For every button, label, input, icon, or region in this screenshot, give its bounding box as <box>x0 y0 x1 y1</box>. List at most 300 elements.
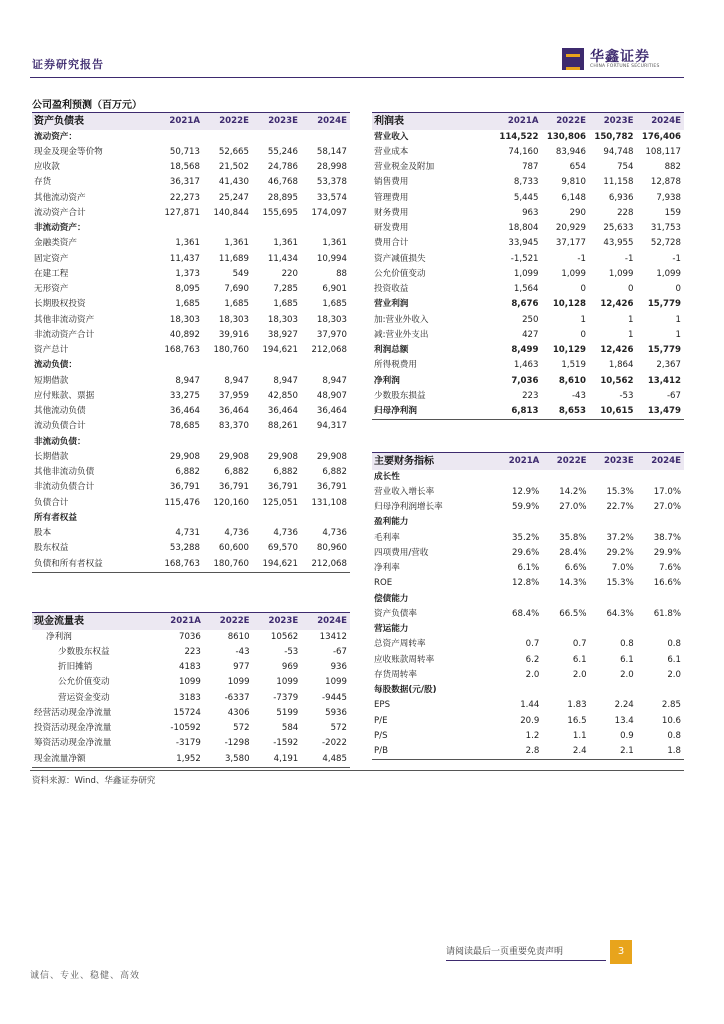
cell-value: 1,373 <box>175 268 200 279</box>
cell-value: 25,633 <box>603 223 634 234</box>
cell-value <box>494 683 542 698</box>
cell-value: 36,464 <box>316 406 347 417</box>
cell-value: 131,108 <box>311 497 347 508</box>
table-row <box>372 561 684 576</box>
table-row <box>32 465 350 480</box>
table-row <box>372 313 684 328</box>
cell-value: 8,733 <box>513 177 539 188</box>
cell-value: 37,959 <box>218 390 249 401</box>
cell-value: 1.83 <box>567 700 587 711</box>
row-label: 应收账款周转率 <box>374 654 435 665</box>
cell-value <box>637 515 684 530</box>
table-row <box>32 191 350 206</box>
cell-value: 2.0 <box>572 669 587 680</box>
cell-value: 40,892 <box>169 329 200 340</box>
year-header: 2022E <box>542 113 590 130</box>
row-label: 非流动资产合计 <box>34 329 95 340</box>
year-header: 2021A <box>494 453 542 470</box>
cell-value: 2,367 <box>656 360 681 371</box>
table-row <box>372 485 684 500</box>
cell-value: 0.8 <box>667 730 681 741</box>
cell-value: 18,303 <box>169 314 200 325</box>
cell-value: 10,562 <box>600 375 634 386</box>
cell-value: 1.44 <box>520 700 540 711</box>
cell-value: 13412 <box>319 631 347 642</box>
row-label: 资产减值损失 <box>374 253 426 264</box>
cell-value: 83,946 <box>555 146 586 157</box>
cell-value: 220 <box>281 268 298 279</box>
cell-value: 176,406 <box>641 131 681 142</box>
row-label: 短期借款 <box>34 375 69 386</box>
row-label: 固定资产 <box>34 253 69 264</box>
row-label: 其他流动资产 <box>34 192 86 203</box>
table-row <box>372 546 684 561</box>
row-label: 流动资产： <box>34 131 77 142</box>
cell-value: 1,685 <box>322 299 347 310</box>
cell-value <box>252 358 301 373</box>
cell-value: 29,908 <box>267 451 298 462</box>
cell-value: 28.4% <box>559 547 587 558</box>
cell-value: 11,434 <box>267 253 298 264</box>
cell-value: 13,479 <box>637 404 685 420</box>
row-label: 每股数据(元/股) <box>374 685 437 696</box>
table-row <box>32 752 350 768</box>
table-row <box>372 714 684 729</box>
row-label: P/S <box>374 730 388 741</box>
year-header: 2022E <box>203 113 252 130</box>
cell-value: 2.0 <box>525 669 540 680</box>
cell-value: 1,099 <box>608 268 634 279</box>
cell-value: -1 <box>624 253 634 264</box>
cell-value: 27.0% <box>653 502 681 513</box>
cell-value: 9,810 <box>561 177 586 188</box>
row-label: 负债和所有者权益 <box>32 557 154 573</box>
cell-value: 35.8% <box>559 532 587 543</box>
year-header: 2021A <box>154 613 204 630</box>
table-row <box>372 358 684 373</box>
year-header: 2021A <box>494 113 542 130</box>
cell-value: 1 <box>675 314 681 325</box>
cell-value: 127,871 <box>164 207 200 218</box>
table-row <box>32 511 350 526</box>
cell-value: 6,936 <box>608 192 634 203</box>
cell-value: 4,736 <box>322 528 347 539</box>
page-number: 3 <box>610 940 632 964</box>
table-row <box>32 145 350 160</box>
cell-value: -1592 <box>273 738 299 749</box>
cell-value: 10,615 <box>589 404 637 420</box>
table-row <box>32 130 350 145</box>
cell-value: 38,927 <box>267 329 298 340</box>
row-label: 营业税金及附加 <box>374 162 435 173</box>
cell-value: 1099 <box>325 677 347 688</box>
cell-value: 1,685 <box>224 299 249 310</box>
table-title: 主要财务指标 <box>372 453 494 470</box>
row-label: 少数股东损益 <box>374 390 426 401</box>
financial-indicators-table <box>372 452 684 760</box>
cell-value: 78,685 <box>169 421 200 432</box>
row-label: 现金及现金等价物 <box>34 146 103 157</box>
row-label: 公允价值变动 <box>58 677 110 688</box>
cell-value: 223 <box>184 646 201 657</box>
cell-value: 6,148 <box>561 192 586 203</box>
table-row <box>32 660 350 675</box>
cell-value: 290 <box>569 207 586 218</box>
table-row <box>32 236 350 251</box>
table-row <box>372 744 684 760</box>
cell-value: 6,813 <box>494 404 542 420</box>
table-title: 利润表 <box>372 113 494 130</box>
cell-value: 2.0 <box>620 669 634 680</box>
table-header-row <box>32 113 350 130</box>
cell-value: -1298 <box>224 738 250 749</box>
table-row <box>32 706 350 721</box>
cell-value: 29,908 <box>169 451 200 462</box>
cell-value <box>637 470 684 485</box>
cell-value: 1 <box>675 329 681 340</box>
year-header: 2022E <box>542 453 589 470</box>
cell-value: -7379 <box>273 692 299 703</box>
cell-value: 4306 <box>227 707 250 718</box>
cell-value: 83,370 <box>218 421 249 432</box>
cell-value: 4,736 <box>224 528 249 539</box>
table-row <box>372 683 684 698</box>
cell-value: 7036 <box>178 631 201 642</box>
cell-value: 15724 <box>173 707 201 718</box>
cell-value <box>494 622 542 637</box>
table-row <box>32 252 350 267</box>
cell-value: -67 <box>332 646 347 657</box>
cell-value: 36,464 <box>169 406 200 417</box>
cell-value: 22,273 <box>169 192 200 203</box>
year-header: 2023E <box>589 113 637 130</box>
cell-value: 194,621 <box>262 345 298 356</box>
table-row <box>372 729 684 744</box>
income-statement-table <box>372 112 684 420</box>
cell-value: 37,177 <box>555 238 586 249</box>
cell-value: 15.3% <box>606 486 634 497</box>
cell-value: 3183 <box>178 692 201 703</box>
table-row <box>32 675 350 690</box>
table-row <box>32 496 350 511</box>
doc-type-label: 证券研究报告 <box>32 58 104 71</box>
cell-value: 969 <box>281 662 299 673</box>
cell-value: 6,901 <box>322 284 347 295</box>
cell-value: 10,129 <box>552 345 586 356</box>
cell-value: 4,736 <box>273 528 298 539</box>
table-row <box>372 130 684 145</box>
row-label: P/E <box>374 715 388 726</box>
cell-value: 36,791 <box>169 482 200 493</box>
table-row <box>32 221 350 236</box>
cell-value: 52,665 <box>218 146 249 157</box>
cell-value: -1,521 <box>510 253 539 264</box>
cell-value <box>542 683 589 698</box>
table-row <box>32 645 350 660</box>
table-row <box>32 526 350 541</box>
table-row <box>372 576 684 591</box>
year-header: 2024E <box>637 113 685 130</box>
cell-value: 29,908 <box>316 451 347 462</box>
cell-value: 150,782 <box>594 131 634 142</box>
footer-divider <box>446 960 606 961</box>
cell-value: 7.0% <box>611 563 634 574</box>
cell-value: 1 <box>628 329 634 340</box>
cell-value: 0.7 <box>525 639 540 650</box>
cell-value <box>590 683 637 698</box>
year-header: 2024E <box>301 113 350 130</box>
cell-value: 7.6% <box>659 563 681 574</box>
cell-value: 42,850 <box>267 390 298 401</box>
cell-value: 64.3% <box>606 608 634 619</box>
cell-value: 1.8 <box>637 744 684 760</box>
cell-value: 584 <box>281 723 299 734</box>
cell-value: 0 <box>580 329 586 340</box>
table-row <box>372 175 684 190</box>
cell-value <box>154 130 203 145</box>
cell-value: 3,580 <box>204 752 253 768</box>
cell-value: 16.6% <box>653 578 681 589</box>
cell-value <box>590 622 637 637</box>
cell-value: 6.1 <box>667 654 681 665</box>
cell-value: 33,945 <box>508 238 539 249</box>
table-row <box>32 541 350 556</box>
cell-value <box>154 435 203 450</box>
table-row <box>372 404 684 420</box>
cell-value: 6,882 <box>322 467 347 478</box>
row-label: 归母净利润 <box>372 404 494 420</box>
cell-value: 130,806 <box>546 131 586 142</box>
cell-value: 20,929 <box>555 223 586 234</box>
cell-value: 14.2% <box>559 486 587 497</box>
cell-value <box>637 683 684 698</box>
row-label: 应收款 <box>34 162 60 173</box>
cell-value <box>542 470 589 485</box>
cell-value: 16.5 <box>567 715 587 726</box>
cell-value: 8,499 <box>511 345 539 356</box>
cell-value <box>203 511 252 526</box>
table-header-row <box>372 453 684 470</box>
cell-value <box>252 221 301 236</box>
cell-value: 58,147 <box>316 146 347 157</box>
cell-value: 1,864 <box>608 360 634 371</box>
cell-value: 6.1 <box>572 654 587 665</box>
cell-value <box>542 592 589 607</box>
table-row <box>32 328 350 343</box>
cell-value: 549 <box>232 268 249 279</box>
cell-value: 4,485 <box>301 752 350 768</box>
cell-value: 8,676 <box>511 299 539 310</box>
cell-value: 94,317 <box>316 421 347 432</box>
cell-value: 6.2 <box>525 654 540 665</box>
cell-value: 29.6% <box>512 547 540 558</box>
row-label: 应付账款、票据 <box>34 390 95 401</box>
cell-value: 2.85 <box>661 700 681 711</box>
row-label: 现金流量净额 <box>32 752 154 768</box>
cell-value: 50,713 <box>169 146 200 157</box>
cell-value: 10,994 <box>316 253 347 264</box>
row-label: 净利率 <box>374 563 400 574</box>
table-row <box>32 282 350 297</box>
row-label: 长期借款 <box>34 451 69 462</box>
cell-value: 882 <box>664 162 681 173</box>
row-label: 流动负债合计 <box>34 421 86 432</box>
cell-value: 4,731 <box>175 528 200 539</box>
table-header-row <box>372 113 684 130</box>
cell-value: 36,791 <box>267 482 298 493</box>
cell-value: 223 <box>522 390 539 401</box>
table-row <box>372 389 684 404</box>
cell-value <box>590 470 637 485</box>
cell-value: 11,158 <box>603 177 634 188</box>
row-label: 利润总额 <box>374 345 409 356</box>
table-row <box>32 435 350 450</box>
cell-value <box>301 130 350 145</box>
cell-value <box>637 592 684 607</box>
table-row <box>32 404 350 419</box>
cell-value: 94,748 <box>603 146 634 157</box>
row-label: 四项费用/营收 <box>374 547 429 558</box>
cell-value: 13.4 <box>614 715 634 726</box>
table-row <box>372 236 684 251</box>
row-label: 管理费用 <box>374 192 409 203</box>
cell-value: 963 <box>522 207 539 218</box>
table-row <box>372 221 684 236</box>
cell-value: 10562 <box>270 631 299 642</box>
row-label: 成长性 <box>374 471 400 482</box>
cell-value: 427 <box>522 329 539 340</box>
cell-value: 6.6% <box>564 563 587 574</box>
year-header: 2023E <box>253 613 302 630</box>
cell-value: 48,907 <box>316 390 347 401</box>
cell-value: 1,685 <box>273 299 298 310</box>
cell-value: 168,763 <box>154 557 203 573</box>
cell-value: 6.1 <box>620 654 634 665</box>
cell-value: 15.3% <box>606 578 634 589</box>
cell-value: 17.0% <box>653 486 681 497</box>
row-label: 在建工程 <box>34 268 69 279</box>
row-label: 股本 <box>34 528 52 539</box>
cell-value: 18,303 <box>218 314 249 325</box>
cell-value: 1,685 <box>175 299 200 310</box>
cell-value: 69,570 <box>267 543 298 554</box>
cell-value: 39,916 <box>218 329 249 340</box>
cell-value: 654 <box>569 162 586 173</box>
balance-sheet-table <box>32 112 350 573</box>
cell-value: 0 <box>580 284 586 295</box>
cell-value <box>252 130 301 145</box>
source-divider <box>30 770 684 771</box>
row-label: 负债合计 <box>34 497 69 508</box>
row-label: 营业收入增长率 <box>374 486 435 497</box>
cell-value: 59.9% <box>512 502 540 513</box>
cell-value: 120,160 <box>213 497 249 508</box>
cell-value: 14.3% <box>559 578 587 589</box>
row-label: 金融类资产 <box>34 238 77 249</box>
cell-value: -53 <box>284 646 299 657</box>
cell-value: 155,695 <box>262 207 298 218</box>
table-row <box>372 191 684 206</box>
row-label: 总资产周转率 <box>374 639 426 650</box>
cell-value: 0.7 <box>572 639 587 650</box>
cell-value: 180,760 <box>213 345 249 356</box>
cell-value: 88,261 <box>267 421 298 432</box>
cell-value: 15,779 <box>647 345 681 356</box>
row-label: 减:营业外支出 <box>374 329 429 340</box>
cell-value: -43 <box>235 646 250 657</box>
table-row <box>372 470 684 485</box>
row-label: 归母净利润增长率 <box>374 502 443 513</box>
cell-value <box>494 515 542 530</box>
cell-value: 1,361 <box>175 238 200 249</box>
section-title: 公司盈利预测（百万元） <box>32 100 142 111</box>
table-row <box>32 721 350 736</box>
cell-value <box>154 358 203 373</box>
cell-value: 11,437 <box>169 253 200 264</box>
cell-value: 180,760 <box>203 557 252 573</box>
cell-value: -10592 <box>170 723 201 734</box>
cell-value: 1099 <box>178 677 201 688</box>
cell-value: 25,247 <box>218 192 249 203</box>
cell-value: 29.2% <box>606 547 634 558</box>
cell-value: 80,960 <box>316 543 347 554</box>
row-label: 经营活动现金净流量 <box>34 707 112 718</box>
table-row <box>372 145 684 160</box>
cell-value <box>203 221 252 236</box>
table-row <box>372 328 684 343</box>
cell-value: 159 <box>664 207 681 218</box>
cell-value: 212,068 <box>311 345 347 356</box>
cell-value: 43,955 <box>603 238 634 249</box>
cell-value: 1 <box>628 314 634 325</box>
cell-value: 0.8 <box>620 639 634 650</box>
cell-value <box>590 515 637 530</box>
table-row <box>32 557 350 573</box>
table-row <box>32 358 350 373</box>
table-row <box>372 206 684 221</box>
cell-value <box>154 511 203 526</box>
cell-value: -2022 <box>322 738 347 749</box>
row-label: 少数股东权益 <box>58 646 110 657</box>
table-row <box>372 297 684 312</box>
row-label: 费用合计 <box>374 238 409 249</box>
cell-value: 55,246 <box>267 146 298 157</box>
cell-value: 7,938 <box>656 192 681 203</box>
row-label: 资产负债率 <box>374 608 417 619</box>
cell-value: -1 <box>672 253 681 264</box>
row-label: 存货 <box>34 177 52 188</box>
cell-value <box>301 358 350 373</box>
cell-value: 10,128 <box>552 299 586 310</box>
table-row <box>372 698 684 713</box>
row-label: ROE <box>374 578 393 589</box>
table-row <box>372 282 684 297</box>
row-label: 毛利率 <box>374 532 400 543</box>
company-motto: 诚信、专业、稳健、高效 <box>30 971 141 981</box>
cell-value: 37.2% <box>606 532 634 543</box>
cell-value: 6.1% <box>517 563 540 574</box>
cell-value: 21,502 <box>218 162 249 173</box>
cell-value: 0 <box>628 284 634 295</box>
table-row <box>372 607 684 622</box>
cell-value: 11,689 <box>218 253 249 264</box>
cell-value: -9445 <box>322 692 347 703</box>
cell-value: 1,361 <box>224 238 249 249</box>
cell-value: 52,728 <box>650 238 681 249</box>
cell-value: 8,095 <box>175 284 200 295</box>
cell-value <box>301 511 350 526</box>
cell-value: 977 <box>233 662 250 673</box>
